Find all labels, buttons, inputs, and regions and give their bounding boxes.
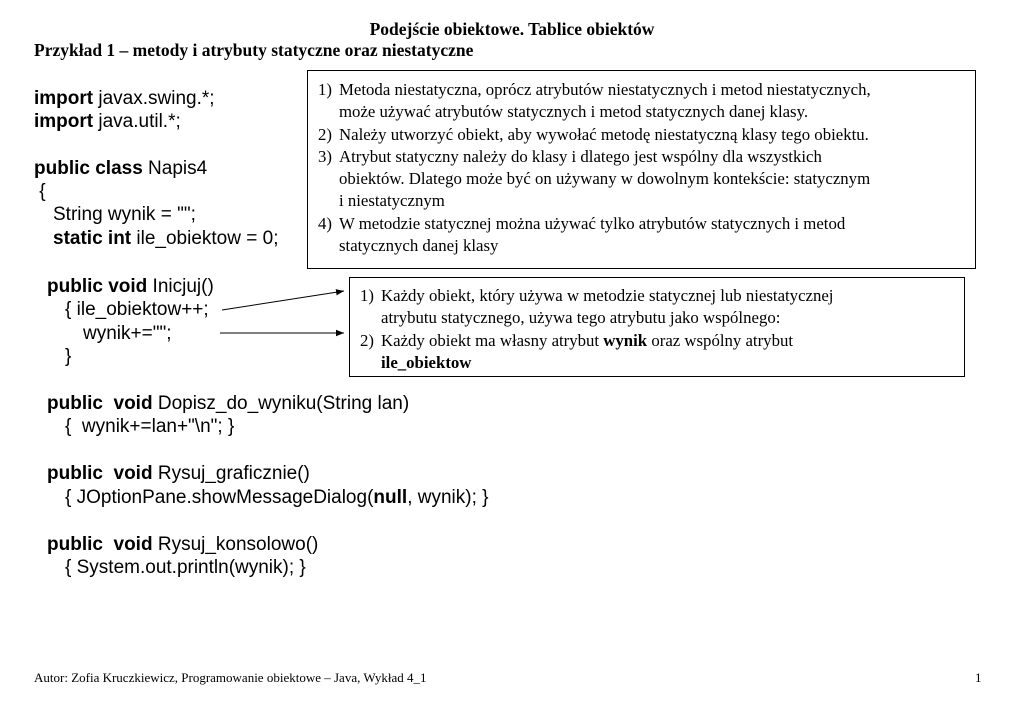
note-text: Każdy obiekt ma własny atrybut: [381, 330, 604, 350]
code-text: javax.swing.*;: [93, 88, 215, 109]
code-method-inicjuj: [47, 275, 214, 298]
keyword: import: [34, 111, 94, 132]
code-inicjuj-close: }: [65, 346, 72, 367]
note-text: obiektów. Dlatego może być on używany w dowolnym kontekście: statycznym: [339, 169, 871, 189]
note-text: W metodzie statycznej można używać tylko atrybutów statycznych i metod: [339, 213, 846, 233]
note-number: 3): [318, 146, 332, 166]
code-text: { JOptionPane.showMessageDialog(: [65, 487, 374, 508]
note-item-4: [318, 213, 975, 258]
note-item-1: [360, 285, 964, 330]
note-item-2: [318, 124, 975, 146]
code-import-swing: [34, 87, 215, 110]
note-text: może używać atrybutów statycznych i metod statycznych danej klasy.: [339, 102, 809, 122]
keyword: import: [34, 88, 94, 109]
code-rysuj-graficznie-body: [65, 486, 489, 509]
keyword: public void: [47, 276, 148, 297]
note-number: 1): [360, 286, 374, 305]
note-text: statycznych danej klasy: [339, 236, 499, 256]
keyword: public void: [47, 393, 153, 414]
note-number: 2): [318, 124, 332, 144]
code-dopisz-body: { wynik+=lan+"\n"; }: [65, 416, 235, 437]
keyword: public class: [34, 158, 143, 179]
note-text: i niestatycznym: [339, 191, 445, 211]
code-text: Rysuj_graficznie(): [152, 463, 310, 484]
keyword: public void: [47, 463, 153, 484]
code-class-decl: [34, 157, 207, 180]
code-inicjuj-line2: wynik+="";: [83, 323, 172, 344]
code-import-util: [34, 110, 181, 133]
code-open-brace: {: [34, 181, 46, 202]
code-method-rysuj-konsolowo: [47, 533, 318, 556]
note-text: oraz wspólny atrybut: [647, 330, 794, 350]
note-box-attribute-rules: [349, 277, 965, 377]
code-text: Inicjuj(): [147, 276, 214, 297]
note-item-1: [318, 79, 975, 124]
keyword: null: [373, 487, 408, 508]
code-inicjuj-line1: { ile_obiektow++;: [65, 299, 209, 320]
arrow-ile-obiektow: [222, 291, 344, 310]
note-number: 4): [318, 213, 332, 233]
note-text: Atrybut statyczny należy do klasy i dlatego jest wspólny dla wszystkich: [339, 146, 822, 166]
keyword: static int: [53, 228, 132, 249]
note-number: 1): [318, 80, 332, 99]
note-bold-term: wynik: [603, 330, 648, 350]
code-text: Rysuj_konsolowo(): [152, 534, 319, 555]
code-field-ile-obiektow: [53, 227, 278, 250]
note-bold-term: ile_obiektow: [381, 352, 472, 372]
note-text: Metoda niestatyczna, oprócz atrybutów niestatycznych i metod niestatycznych,: [339, 80, 871, 99]
code-rysuj-konsolowo-body: { System.out.println(wynik); }: [65, 557, 306, 578]
note-text: Każdy obiekt, który używa w metodzie statycznej lub niestatycznej: [381, 286, 834, 305]
page-number: 1: [975, 670, 982, 685]
code-field-wynik: String wynik = "";: [53, 204, 196, 225]
note-item-3: [318, 146, 975, 213]
page-subtitle: Przykład 1 – metody i atrybuty statyczne oraz niestatyczne: [34, 40, 474, 60]
code-method-rysuj-graficznie: [47, 462, 310, 485]
note-text: Należy utworzyć obiekt, aby wywołać metodę niestatyczną klasy tego obiektu.: [339, 124, 869, 144]
footer-author: Autor: Zofia Kruczkiewicz, Programowanie obiektowe – Java, Wykład 4_1: [34, 670, 427, 685]
page-title: Podejście obiektowe. Tablice obiektów: [369, 19, 655, 39]
note-box-method-rules: [307, 70, 976, 269]
note-item-2: [360, 330, 964, 375]
code-method-dopisz: [47, 392, 409, 415]
note-number: 2): [360, 330, 374, 350]
keyword: public void: [47, 534, 153, 555]
code-text: Napis4: [142, 158, 208, 179]
note-text: atrybutu statycznego, używa tego atrybutu jako wspólnego:: [381, 308, 781, 328]
code-text: java.util.*;: [93, 111, 181, 132]
code-text: ile_obiektow = 0;: [131, 228, 279, 249]
code-text: , wynik); }: [407, 487, 489, 508]
code-text: Dopisz_do_wyniku(String lan): [152, 393, 410, 414]
